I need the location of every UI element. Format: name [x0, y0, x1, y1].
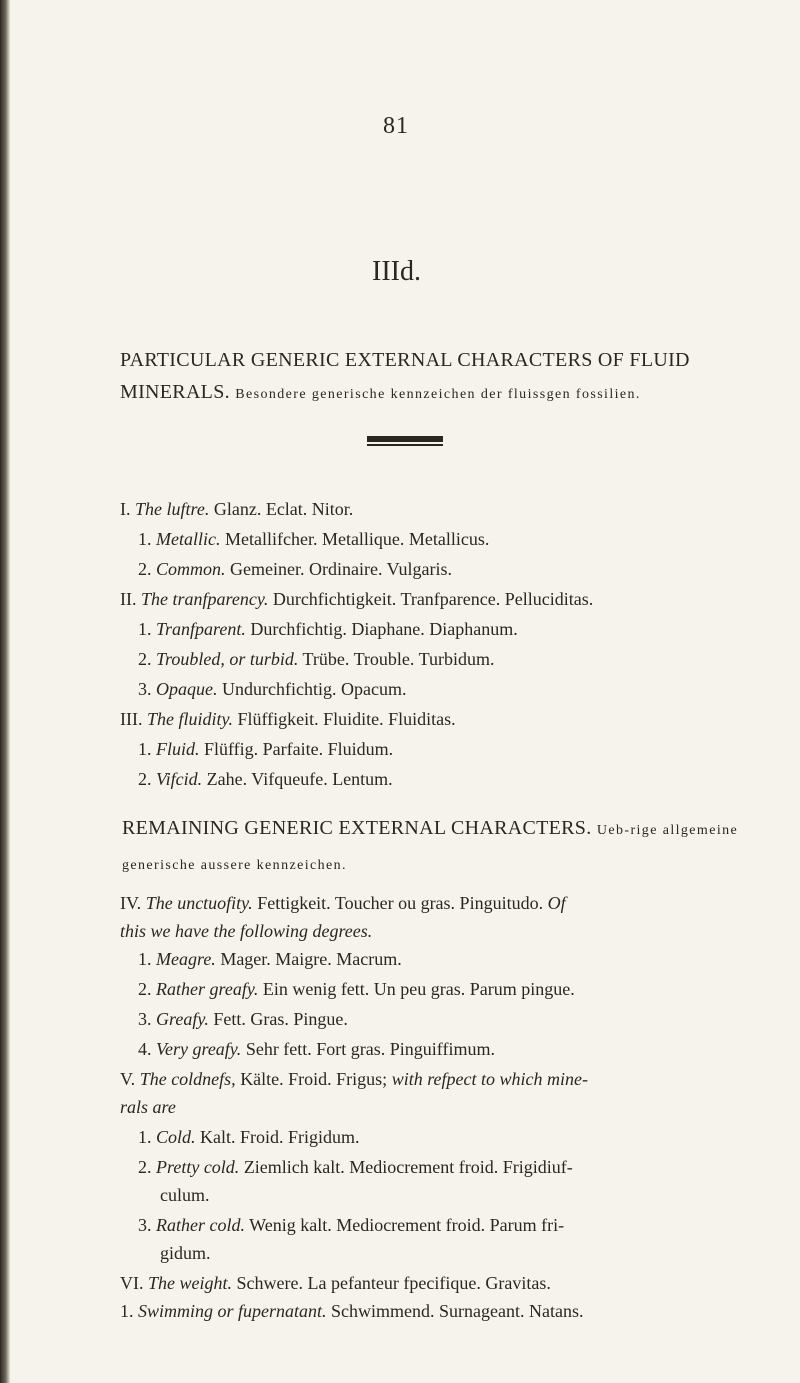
entry-tail: with refpect to which mine-	[391, 1069, 588, 1089]
entry-label: 3.	[138, 679, 152, 699]
entry-text: gidum.	[160, 1243, 211, 1263]
entry-term: Rather greafy.	[156, 979, 259, 999]
entry-term: this we have the following degrees.	[120, 921, 373, 941]
remaining-heading-text: REMAINING GENERIC EXTERNAL CHARACTERS.	[122, 817, 592, 839]
entry-line	[138, 526, 489, 552]
entry-term: The weight.	[148, 1273, 232, 1293]
entry-text: Ziemlich kalt. Mediocrement froid. Frigidiuf-	[243, 1157, 573, 1177]
entry-term: Fluid.	[156, 739, 200, 759]
entry-term: Very greafy.	[156, 1039, 242, 1059]
entry-line	[120, 586, 593, 612]
entry-label: 4.	[138, 1039, 152, 1059]
entry-text: Metallifcher. Metallique. Metallicus.	[224, 529, 490, 549]
entry-text: Durchfichtig. Diaphane. Diaphanum.	[250, 619, 518, 639]
entry-line	[138, 1212, 564, 1238]
entry-text: culum.	[160, 1185, 210, 1205]
entry-line	[138, 1124, 360, 1150]
entry-label: 1.	[120, 1301, 134, 1321]
entry-term: Vifcid.	[156, 769, 203, 789]
entry-text: Fett. Gras. Pingue.	[213, 1009, 348, 1029]
entry-term: Meagre.	[156, 949, 216, 969]
entry-line	[138, 766, 393, 792]
section-heading: IIId.	[372, 256, 421, 287]
entry-text: Fettigkeit. Toucher ou gras. Pinguitudo.	[257, 893, 544, 913]
book-binding-edge	[0, 0, 10, 1383]
entry-label: 1.	[138, 739, 152, 759]
main-title-german: Besondere generische kennzeichen der fluissgen fossilien.	[235, 387, 641, 402]
entry-label: 1.	[138, 529, 152, 549]
entry-line	[120, 1298, 583, 1324]
entry-term: Common.	[156, 559, 226, 579]
entry-label: 3.	[138, 1009, 152, 1029]
entry-label: III.	[120, 709, 143, 729]
remaining-heading	[122, 812, 782, 882]
entry-text: Gemeiner. Ordinaire. Vulgaris.	[230, 559, 453, 579]
entry-line	[138, 976, 575, 1002]
entry-label: 2.	[138, 769, 152, 789]
entry-text: Flüffig. Parfaite. Fluidum.	[204, 739, 394, 759]
entry-term: Opaque.	[156, 679, 218, 699]
entry-text: Schwimmend. Surnageant. Natans.	[331, 1301, 584, 1321]
entry-line	[120, 1094, 176, 1120]
entry-line	[120, 918, 372, 944]
entry-text: Flüffigkeit. Fluidite. Fluiditas.	[237, 709, 456, 729]
entry-line	[120, 1066, 588, 1092]
entry-text: Zahe. Vifqueufe. Lentum.	[206, 769, 393, 789]
entry-term: The coldnefs,	[139, 1069, 236, 1089]
entry-line	[120, 890, 566, 916]
entry-term: The luftre.	[135, 499, 210, 519]
main-title	[120, 344, 770, 411]
entry-line	[138, 736, 393, 762]
entry-label: II.	[120, 589, 137, 609]
entry-term: Troubled, or turbid.	[156, 649, 299, 669]
entry-label: 1.	[138, 949, 152, 969]
entry-text: Trübe. Trouble. Turbidum.	[302, 649, 495, 669]
entry-text: Schwere. La pefanteur fpecifique. Gravitas.	[236, 1273, 551, 1293]
entry-label: 2.	[138, 649, 152, 669]
entry-text: Kälte. Froid. Frigus;	[240, 1069, 388, 1089]
entry-label: 3.	[138, 1215, 152, 1235]
entry-line	[138, 676, 406, 702]
entry-term: Tranfparent.	[156, 619, 246, 639]
entry-term: Swimming or fupernatant.	[138, 1301, 327, 1321]
entry-text: Durchfichtigkeit. Tranfparence. Pelluciditas.	[272, 589, 594, 609]
entry-line	[120, 496, 353, 522]
entry-line	[138, 556, 452, 582]
page-number: 81	[383, 113, 409, 139]
entry-line	[138, 946, 402, 972]
entry-label: IV.	[120, 893, 142, 913]
entry-term: rals are	[120, 1097, 176, 1117]
entry-line	[120, 1270, 551, 1296]
entry-text: Sehr fett. Fort gras. Pinguiffimum.	[245, 1039, 495, 1059]
entry-text: Kalt. Froid. Frigidum.	[200, 1127, 360, 1147]
entry-line	[120, 706, 456, 732]
entry-line	[138, 1006, 348, 1032]
entry-text: Undurchfichtig. Opacum.	[222, 679, 407, 699]
entry-term: The tranfparency.	[141, 589, 269, 609]
entry-label: 1.	[138, 1127, 152, 1147]
entry-term: Greafy.	[156, 1009, 209, 1029]
entry-text: Ein wenig fett. Un peu gras. Parum pingue.	[262, 979, 575, 999]
entry-label: V.	[120, 1069, 136, 1089]
entry-line	[160, 1240, 211, 1266]
ornamental-divider	[367, 436, 443, 442]
entry-line	[138, 1154, 573, 1180]
entry-line	[138, 616, 518, 642]
main-title-text: PARTICULAR GENERIC EXTERNAL CHARACTERS OF FLUID MINERALS.	[120, 349, 690, 403]
entry-text: Glanz. Eclat. Nitor.	[213, 499, 354, 519]
entry-term: Cold.	[156, 1127, 196, 1147]
entry-label: 2.	[138, 1157, 152, 1177]
entry-tail: Of	[547, 893, 566, 913]
entry-term: The fluidity.	[146, 709, 233, 729]
entry-label: 2.	[138, 559, 152, 579]
entry-label: 1.	[138, 619, 152, 639]
entry-label: 2.	[138, 979, 152, 999]
remaining-heading-german: Ueb-rige allgemeine generische aussere kennzeichen.	[122, 823, 739, 873]
entry-text: Mager. Maigre. Macrum.	[220, 949, 402, 969]
entry-line	[160, 1182, 210, 1208]
entry-term: Pretty cold.	[156, 1157, 240, 1177]
entry-line	[138, 1036, 495, 1062]
entry-term: The unctuofity.	[145, 893, 253, 913]
entry-label: VI.	[120, 1273, 144, 1293]
entry-line	[138, 646, 494, 672]
entry-term: Metallic.	[156, 529, 221, 549]
entry-text: Wenig kalt. Mediocrement froid. Parum fri-	[249, 1215, 565, 1235]
entry-term: Rather cold.	[156, 1215, 245, 1235]
entry-label: I.	[120, 499, 131, 519]
